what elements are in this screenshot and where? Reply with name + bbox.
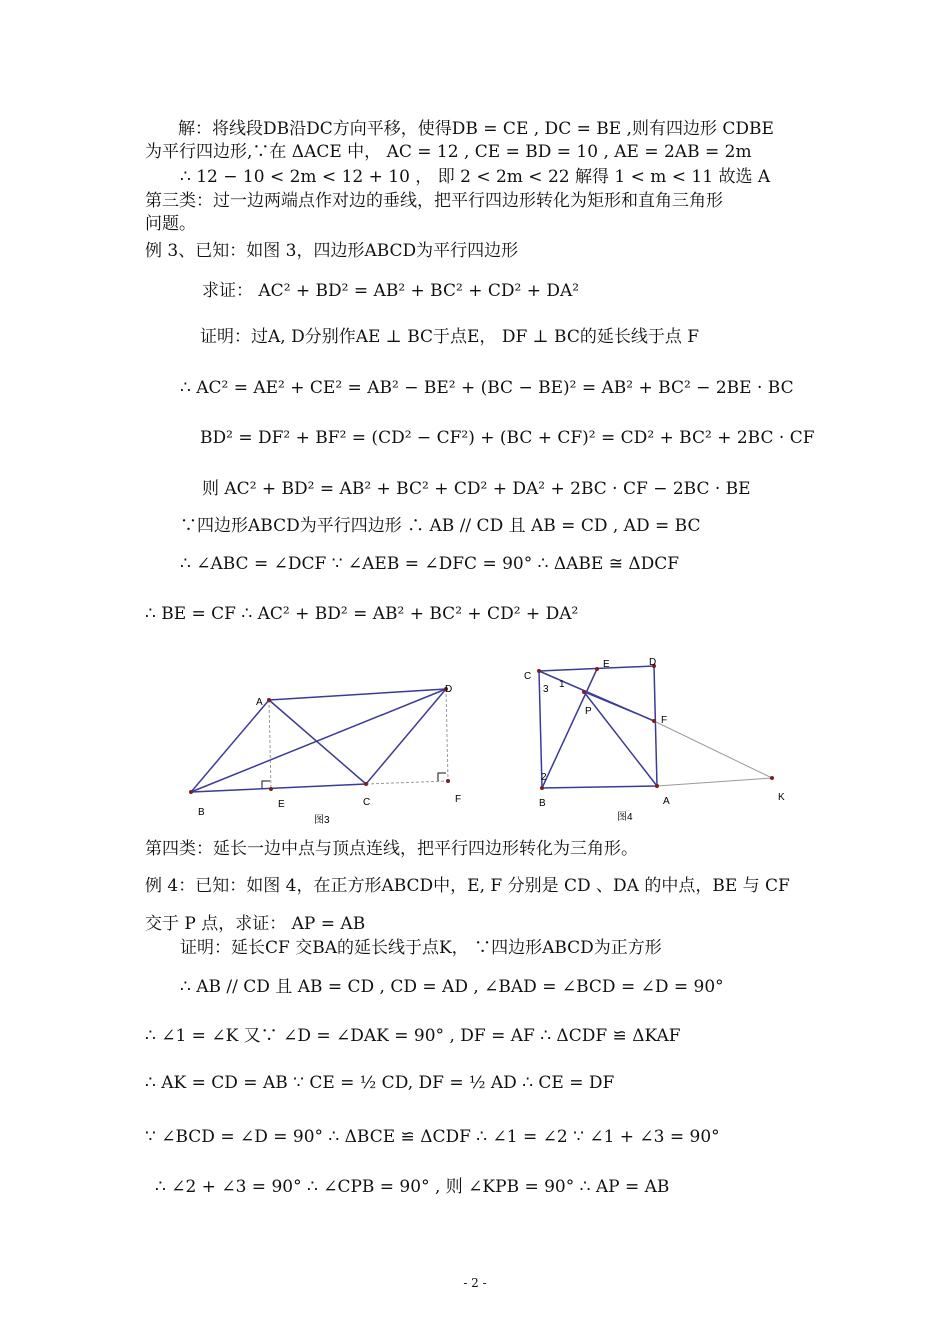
text: ∵ ∠BCD = ∠D = 90° ∴ ΔBCE ≌ ΔCDF ∴ ∠1 = ∠2 ∵ ∠1 + ∠3 = 90°	[145, 1127, 720, 1147]
fig4-point-f	[652, 719, 656, 723]
proof-3-line-7	[145, 603, 578, 625]
text: 问题。	[145, 214, 196, 234]
fig4-point-b	[540, 786, 544, 790]
fig4-label-f: F	[661, 715, 668, 726]
fig3-label-e: E	[278, 799, 285, 810]
fig4-square	[539, 666, 657, 788]
fig4-label-1: 1	[559, 679, 565, 690]
fig4-point-p	[582, 690, 586, 694]
example-4-prove	[145, 913, 365, 935]
text: 解：将线段DB沿DC方向平移，使得DB = CE , DC = BE ,则有四边形 CDBE	[178, 119, 774, 139]
category-4-title	[145, 838, 638, 860]
proof-3-line-2	[180, 377, 794, 399]
fig4-dash-ak	[657, 778, 772, 786]
proof-4-line-6	[155, 1176, 669, 1198]
text: 求证： AC² + BD² = AB² + BC² + CD² + DA²	[202, 281, 580, 301]
fig3-point-a	[267, 698, 271, 702]
text: ∴ AC² = AE² + CE² = AB² − BE² + (BC − BE)² = AB² + BC² − 2BE · BC	[180, 378, 794, 398]
fig4-label-2: 2	[541, 772, 547, 783]
fig4-label-e: E	[603, 659, 610, 670]
fig3-label-b: B	[198, 807, 205, 818]
example-3-prove	[202, 280, 579, 302]
text: ∴ AB // CD 且 AB = CD , CD = AD , ∠BAD = ∠BCD = ∠D = 90°	[180, 977, 724, 997]
fig3-point-e	[269, 787, 273, 791]
fig3-point-b	[189, 790, 193, 794]
fig3-label-c: C	[363, 797, 371, 808]
fig4-label-3: 3	[543, 684, 549, 695]
proof-4-line-4	[145, 1072, 614, 1094]
fig4-line-be	[542, 669, 597, 788]
fig4-point-a	[655, 784, 659, 788]
fig4-point-k	[770, 776, 774, 780]
page-number: - 2 -	[463, 1276, 487, 1290]
solution-line-3	[180, 166, 770, 188]
fig3-dash-ae	[269, 700, 271, 789]
fig3-dash-cf	[366, 781, 448, 784]
text: 例 4：已知：如图 4，在正方形ABCD中，E, F 分别是 CD 、DA 的中点，BE 与 CF	[145, 876, 790, 896]
text: ∴ 12 − 10 < 2m < 12 + 10 ， 即 2 < 2m < 22 解得 1 < m < 11 故选 A	[180, 167, 771, 187]
text: 例 3、已知：如图 3，四边形ABCD为平行四边形	[145, 241, 519, 261]
fig4-label-k: K	[778, 792, 785, 803]
text: 证明：延长CF 交BA的延长线于点K， ∵四边形ABCD为正方形	[180, 938, 662, 958]
text: ∴ ∠ABC = ∠DCF ∵ ∠AEB = ∠DFC = 90° ∴ ΔABE ≅ ΔDCF	[180, 554, 680, 574]
fig4-point-e	[595, 667, 599, 671]
proof-3-line-5	[180, 515, 700, 537]
fig3-diagonal-ac	[269, 700, 366, 784]
proof-3-line-1	[200, 326, 699, 348]
solution-line-2	[145, 141, 752, 163]
text: BD² = DF² + BF² = (CD² − CF²) + (BC + CF)² = CD² + BC² + 2BC · CF	[200, 428, 815, 448]
fig3-dash-df	[446, 689, 448, 781]
fig3-label-f: F	[455, 794, 462, 805]
text: ∴ AK = CD = AB ∵ CE = ½ CD, DF = ½ AD ∴ CE = DF	[145, 1073, 615, 1093]
category-3-title	[145, 190, 723, 212]
fig3-point-f	[446, 779, 450, 783]
fig4-label-p: P	[585, 706, 592, 717]
text: ∴ ∠1 = ∠K 又∵ ∠D = ∠DAK = 90° , DF = AF ∴ ΔCDF ≌ ΔKAF	[145, 1026, 681, 1046]
text: 则 AC² + BD² = AB² + BC² + CD² + DA² + 2BC · CF − 2BC · BE	[202, 479, 751, 499]
text: 第四类：延长一边中点与顶点连线，把平行四边形转化为三角形。	[145, 839, 638, 859]
text: ∵四边形ABCD为平行四边形 ∴ AB // CD 且 AB = CD , AD = BC	[180, 516, 701, 536]
fig3-right-angle-f	[438, 773, 446, 781]
fig3-point-c	[364, 782, 368, 786]
figure-3	[180, 650, 480, 830]
text: 证明：过A, D分别作AE ⊥ BC于点E， DF ⊥ BC的延长线于点 F	[200, 327, 700, 347]
proof-3-line-6	[180, 553, 679, 575]
category-3-title-cont	[145, 213, 196, 235]
example-3-given	[145, 240, 518, 262]
fig4-label-a: A	[663, 796, 670, 807]
proof-4-line-3	[145, 1025, 681, 1047]
fig4-label-b: B	[539, 798, 546, 809]
proof-4-line-2	[180, 976, 724, 998]
proof-4-line-5	[145, 1126, 720, 1148]
fig3-caption: 图3	[314, 815, 330, 826]
text: 为平行四边形,∵在 ΔACE 中， AC = 12 , CE = BD = 10 , AE = 2AB = 2m	[145, 142, 752, 162]
fig4-point-c	[537, 669, 541, 673]
figure-4	[515, 652, 815, 827]
fig4-dash-fk	[654, 721, 772, 778]
fig3-diagonal-bd	[191, 689, 446, 792]
text: ∴ ∠2 + ∠3 = 90° ∴ ∠CPB = 90° , 则 ∠KPB = 90° ∴ AP = AB	[155, 1177, 670, 1197]
text: 交于 P 点，求证： AP = AB	[145, 914, 366, 934]
fig4-label-d: D	[649, 657, 657, 668]
solution-line-1	[178, 118, 774, 140]
proof-3-line-3	[200, 427, 815, 449]
example-4-given	[145, 875, 790, 897]
proof-3-line-4	[202, 478, 751, 500]
fig4-caption: 图4	[617, 812, 633, 823]
fig3-label-a: A	[256, 697, 263, 708]
fig3-label-d: D	[445, 684, 453, 695]
fig4-label-c: C	[524, 671, 532, 682]
text: 第三类：过一边两端点作对边的垂线，把平行四边形转化为矩形和直角三角形	[145, 191, 723, 211]
proof-4-line-1	[180, 937, 662, 959]
text: ∴ BE = CF ∴ AC² + BD² = AB² + BC² + CD² + DA²	[145, 604, 579, 624]
